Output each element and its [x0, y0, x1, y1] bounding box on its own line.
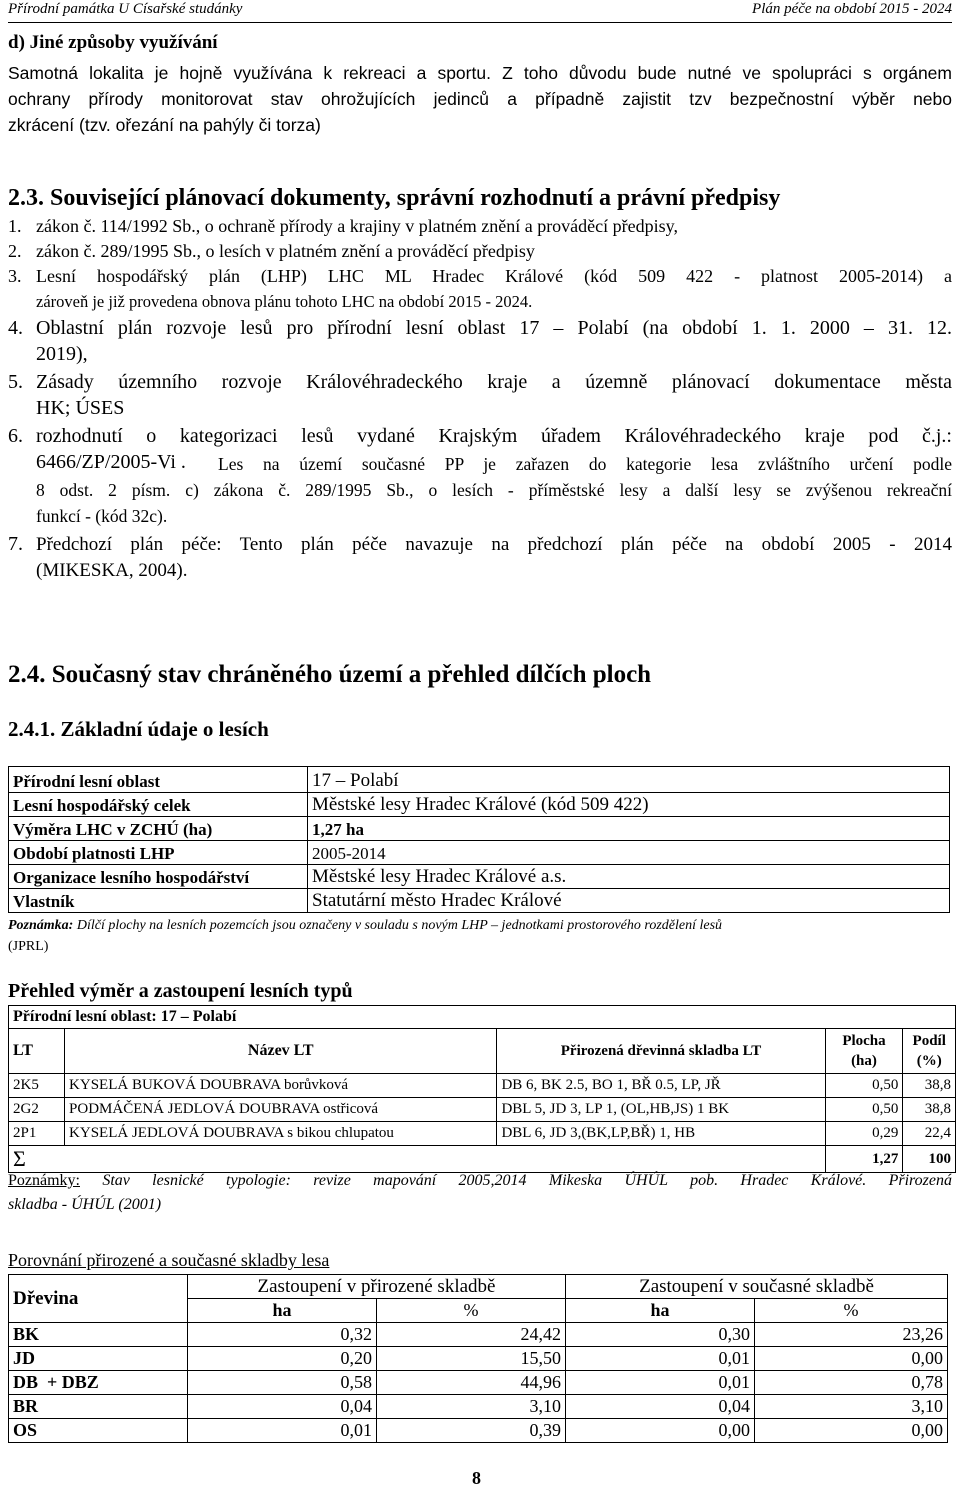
table-row [9, 793, 950, 817]
th-podil [903, 1029, 956, 1074]
lt-note [8, 1172, 952, 1190]
th-cur-pct: % [755, 1299, 948, 1323]
table-key: Organizace lesního hospodářství [9, 865, 308, 889]
th-lt: LT [9, 1029, 65, 1074]
table-key: Přírodní lesní oblast [9, 767, 308, 793]
th-plocha-2: (ha) [851, 1053, 877, 1069]
cell-drevina: BR [9, 1395, 188, 1419]
table-row [9, 1098, 956, 1122]
sum-podil: 100 [903, 1146, 956, 1173]
note-1-text: Dílčí plochy na lesních pozemcích jsou označeny v souladu s novým LHP – jednotkami prostorového rozdělení lesů [73, 918, 723, 933]
list-item [8, 422, 952, 530]
item-number: 2. [8, 241, 22, 261]
lt-note-text: Stav lesnické typologie: revize mapování 2005,2014 Mikeska ÚHÚL pob. Hradec Králové. Přirozená [80, 1172, 952, 1189]
item-number: 4. [8, 317, 23, 339]
cell-cur-pct: 3,10 [755, 1395, 948, 1419]
table-value: Městské lesy Hradec Králové (kód 509 422) [308, 793, 950, 817]
lt-header-row [9, 1029, 956, 1074]
note-1-label: Poznámka: [8, 918, 74, 933]
list-item [8, 530, 952, 584]
cell-podil: 38,8 [903, 1098, 956, 1122]
item-number: 3. [8, 266, 22, 286]
page-number: 8 [472, 1468, 481, 1488]
cell-cur-pct: 0,00 [755, 1419, 948, 1443]
cell-nazev: PODMÁČENÁ JEDLOVÁ DOUBRAVA ostřicová [65, 1098, 497, 1122]
cell-nat-pct: 44,96 [377, 1371, 566, 1395]
item-text: Zásady územního rozvoje Královéhradeckého kraje a územně plánovací dokumentace města [36, 371, 952, 393]
th-skladba: Přirozená dřevinná skladba LT [497, 1029, 825, 1074]
item-text-cont: funkcí - (kód 32c). [36, 506, 168, 526]
th-drevina: Dřevina [9, 1275, 188, 1323]
item-text: zákon č. 289/1995 Sb., o lesích v platném znění a prováděcí předpisy [36, 241, 535, 261]
table-value: 2005-2014 [308, 841, 950, 865]
note-1-text2: (JPRL) [8, 939, 49, 954]
item-text: Předchozí plán péče: Tento plán péče navazuje na předchozí plán péče na období 2005 - 2014 [36, 534, 952, 555]
th-plocha-1: Plocha [842, 1033, 886, 1049]
item-text: rozhodnutí o kategorizaci lesů vydané Krajským úřadem Královéhradeckého kraje pod č.j.: [36, 425, 952, 447]
cell-nazev: KYSELÁ BUKOVÁ DOUBRAVA borůvková [65, 1074, 497, 1098]
sum-plocha: 1,27 [825, 1146, 903, 1173]
th-plocha [825, 1029, 903, 1074]
table-key: Vlastník [9, 889, 308, 913]
th-cur-ha: ha [566, 1299, 755, 1323]
cell-nat-pct: 24,42 [377, 1323, 566, 1347]
table-row [9, 1419, 948, 1443]
lt-note-text2: skladba - ÚHÚL (2001) [8, 1196, 162, 1213]
item-number: 1. [8, 216, 22, 236]
lt-table [8, 1005, 956, 1173]
cell-nazev: KYSELÁ JEDLOVÁ DOUBRAVA s bikou chlupatou [65, 1122, 497, 1146]
cell-plocha: 0,50 [825, 1074, 903, 1098]
item-text-cont: 6466/ZP/2005-Vi . [36, 451, 186, 473]
list-item [8, 214, 952, 239]
compare-table [8, 1274, 948, 1443]
cell-cur-pct: 23,26 [755, 1323, 948, 1347]
table-row [9, 1395, 948, 1419]
table-row [9, 767, 950, 793]
compare-header-row [9, 1275, 948, 1299]
item-text-cont: Les na území současné PP je zařazen do kategorie lesa zvláštního určení podle [218, 454, 952, 474]
section-d-line1: Samotná lokalita je hojně využívána k rekreaci a sportu. Z toho důvodu bude nutné ve spolupráci s orgánem [8, 63, 952, 83]
table-value: 17 – Polabí [308, 767, 950, 793]
section-d-title: d) Jiné způsoby využívání [8, 32, 218, 53]
cell-cur-ha: 0,30 [566, 1323, 755, 1347]
table-row [9, 1074, 956, 1098]
table-row [9, 1347, 948, 1371]
table-row [9, 1371, 948, 1395]
section-2-4-1-title: 2.4.1. Základní údaje o lesích [8, 717, 269, 741]
cell-nat-pct: 0,39 [377, 1419, 566, 1443]
th-nazev: Název LT [65, 1029, 497, 1074]
list-item [8, 314, 952, 368]
cell-lt: 2P1 [9, 1122, 65, 1146]
table-row [9, 1323, 948, 1347]
cell-drevina: OS [9, 1419, 188, 1443]
cell-plocha: 0,29 [825, 1122, 903, 1146]
cell-nat-ha: 0,04 [188, 1395, 377, 1419]
table-row [9, 1122, 956, 1146]
note-1 [8, 918, 952, 934]
table-key: Období platnosti LHP [9, 841, 308, 865]
cell-podil: 38,8 [903, 1074, 956, 1098]
cell-nat-ha: 0,32 [188, 1323, 377, 1347]
table-key: Výměra LHC v ZCHÚ (ha) [9, 817, 308, 841]
item-text-cont: 2019), [36, 343, 88, 365]
section-2-3-title: 2.3. Související plánovací dokumenty, správní rozhodnutí a právní předpisy [8, 185, 781, 211]
item-number: 7. [8, 533, 23, 555]
cell-nat-ha: 0,01 [188, 1419, 377, 1443]
th-podil-1: Podíl [912, 1033, 946, 1049]
section-d-line3: zkrácení (tzv. ořezání na pahýly či torza) [8, 115, 321, 135]
table-row [9, 817, 950, 841]
sum-row [9, 1146, 956, 1173]
cell-skladba: DB 6, BK 2.5, BO 1, BŘ 0.5, LP, JŘ [497, 1074, 825, 1098]
cell-nat-ha: 0,20 [188, 1347, 377, 1371]
section-d-line2: ochrany přírody monitorovat stav ohrožujících jedinců a případně zajistit tzv bezpečnostní výběr nebo [8, 89, 952, 109]
th-current: Zastoupení v současné skladbě [566, 1275, 948, 1299]
table-value: 1,27 ha [308, 817, 950, 841]
lt-note-label: Poznámky: [8, 1172, 80, 1189]
list-item [8, 264, 952, 314]
cell-cur-ha: 0,00 [566, 1419, 755, 1443]
item-text: zákon č. 114/1992 Sb., o ochraně přírody a krajiny v platném znění a prováděcí předpisy, [36, 216, 678, 236]
table-row [9, 841, 950, 865]
header-right: Plán péče na období 2015 - 2024 [752, 1, 952, 17]
cell-skladba: DBL 6, JD 3,(BK,LP,BŘ) 1, HB [497, 1122, 825, 1146]
cell-nat-pct: 15,50 [377, 1347, 566, 1371]
item-number: 5. [8, 371, 23, 393]
item-text-cont: (MIKESKA, 2004). [36, 560, 188, 581]
section-2-4-title: 2.4. Současný stav chráněného území a přehled dílčích ploch [8, 661, 652, 688]
page-header [8, 0, 952, 23]
cell-nat-pct: 3,10 [377, 1395, 566, 1419]
cell-lt: 2K5 [9, 1074, 65, 1098]
cell-cur-ha: 0,04 [566, 1395, 755, 1419]
item-text-cont: zároveň je již provedena obnova plánu tohoto LHC na období 2015 - 2024. [36, 292, 533, 311]
item-text: Lesní hospodářský plán (LHP) LHC ML Hradec Králové (kód 509 422 - platnost 2005-2014) a [36, 266, 952, 286]
th-nat-ha: ha [188, 1299, 377, 1323]
cell-cur-pct: 0,00 [755, 1347, 948, 1371]
th-natural: Zastoupení v přirozené skladbě [188, 1275, 566, 1299]
cell-drevina: DB + DBZ [9, 1371, 188, 1395]
item-text-cont: HK; ÚSES [36, 397, 125, 419]
cell-cur-pct: 0,78 [755, 1371, 948, 1395]
cell-drevina: JD [9, 1347, 188, 1371]
table-row [9, 889, 950, 913]
th-podil-2: (%) [916, 1053, 942, 1069]
table-value: Městské lesy Hradec Králové a.s. [308, 865, 950, 889]
cell-cur-ha: 0,01 [566, 1371, 755, 1395]
basic-info-table [8, 766, 950, 913]
cell-nat-ha: 0,58 [188, 1371, 377, 1395]
cell-skladba: DBL 5, JD 3, LP 1, (OL,HB,JS) 1 BK [497, 1098, 825, 1122]
table-key: Lesní hospodářský celek [9, 793, 308, 817]
cell-cur-ha: 0,01 [566, 1347, 755, 1371]
item-text: Oblastní plán rozvoje lesů pro přírodní lesní oblast 17 – Polabí (na období 1. 1. 2000 – 31. 12. [36, 317, 952, 339]
table-value: Statutární město Hradec Králové [308, 889, 950, 913]
related-docs-list [8, 214, 952, 584]
item-text-cont: 8 odst. 2 písm. c) zákona č. 289/1995 Sb., o lesích - příměstské lesy a další lesy se zvýšenou rekreační [36, 480, 952, 500]
cell-lt: 2G2 [9, 1098, 65, 1122]
lt-section-title: Přehled výměr a zastoupení lesních typů [8, 980, 353, 1002]
lt-oblast: Přírodní lesní oblast: 17 – Polabí [9, 1006, 956, 1029]
cell-drevina: BK [9, 1323, 188, 1347]
list-item [8, 368, 952, 422]
sum-symbol: Σ [9, 1146, 826, 1173]
cell-podil: 22,4 [903, 1122, 956, 1146]
lt-oblast-row [9, 1006, 956, 1029]
th-nat-pct: % [377, 1299, 566, 1323]
table-row [9, 865, 950, 889]
item-number: 6. [8, 425, 23, 447]
header-left: Přírodní památka U Císařské studánky [8, 1, 243, 17]
cell-plocha: 0,50 [825, 1098, 903, 1122]
list-item [8, 239, 952, 264]
compare-title: Porovnání přirozené a současné skladby lesa [8, 1250, 330, 1270]
